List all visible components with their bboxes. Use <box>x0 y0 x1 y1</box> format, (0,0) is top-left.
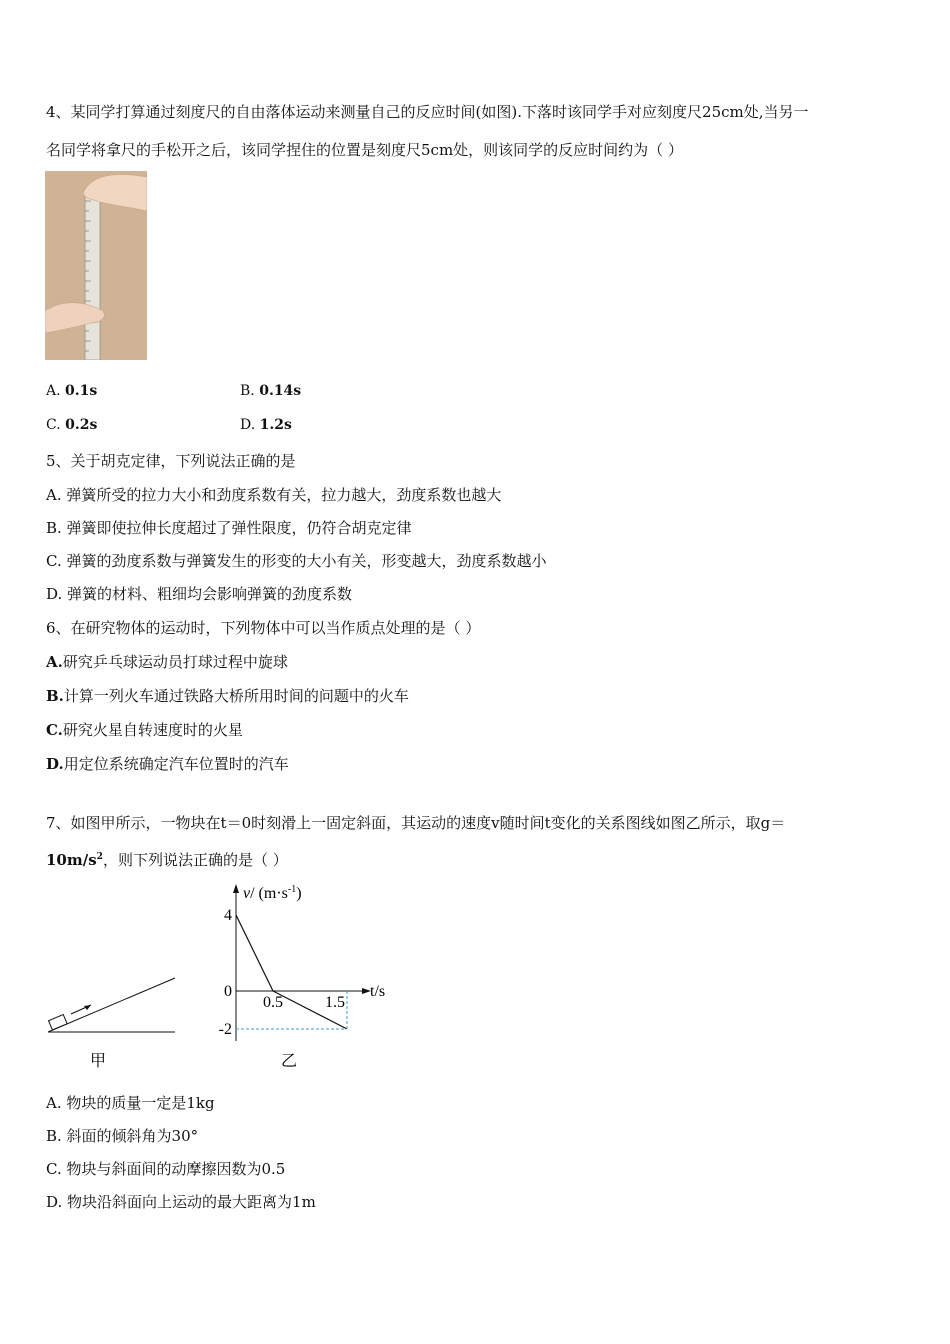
q5-option-d: D. 弹簧的材料、粗细均会影响弹簧的劲度系数 <box>46 585 353 603</box>
y-axis-arrow <box>233 884 239 893</box>
q7-option-d: D. 物块沿斜面向上运动的最大距离为1m <box>46 1193 316 1211</box>
x-tick-label: 0.5 <box>263 994 283 1011</box>
q7-option-b: B. 斜面的倾斜角为30° <box>46 1127 199 1145</box>
q5-stem: 5、关于胡克定律，下列说法正确的是 <box>46 452 296 470</box>
x-axis-label: t/s <box>370 983 386 1000</box>
q7-option-a: A. 物块的质量一定是1kg <box>46 1094 215 1112</box>
q5-option-c: C. 弹簧的劲度系数与弹簧发生的形变的大小有关，形变越大，劲度系数越小 <box>46 552 547 570</box>
q4-option-d: D. 1.2s <box>240 417 292 433</box>
y-tick-label: 4 <box>224 907 232 924</box>
q4-line2: 名同学将拿尺的手松开之后，该同学捏住的位置是刻度尺5cm处，则该同学的反应时间约为（ ） <box>46 141 683 159</box>
fig-jia-label: 甲 <box>90 1053 107 1070</box>
q4-option-a: A. 0.1s <box>46 383 98 399</box>
q6-stem: 6、在研究物体的运动时，下列物体中可以当作质点处理的是（ ） <box>46 619 481 637</box>
ruler-photo <box>45 171 147 360</box>
q7-line1: 7、如图甲所示，一物块在t＝0时刻滑上一固定斜面，其运动的速度v随时间t变化的关系图线如图乙所示，取g＝ <box>46 814 786 832</box>
incline-figure <box>45 970 180 1075</box>
series-segment <box>236 915 273 991</box>
y-tick-label: 0 <box>224 983 232 1000</box>
q6-option-d: D.用定位系统确定汽车位置时的汽车 <box>46 755 289 773</box>
q5-option-a: A. 弹簧所受的拉力大小和劲度系数有关，拉力越大，劲度系数也越大 <box>46 486 502 504</box>
y-tick-label: -2 <box>218 1021 232 1038</box>
vt-chart <box>205 878 405 1073</box>
q6-option-c: C.研究火星自转速度时的火星 <box>46 721 243 739</box>
q4-line1: 4、某同学打算通过刻度尺的自由落体运动来测量自己的反应时间(如图).下落时该同学手对应刻度尺25cm处,当另一 <box>46 103 809 121</box>
y-axis-label: v/ $(m\cdot s^{-1})$ <box>243 884 302 902</box>
x-tick-label: 1.5 <box>325 994 345 1011</box>
fig-yi-label: 乙 <box>281 1053 298 1070</box>
block <box>49 1015 68 1030</box>
q4-option-b: B. 0.14s <box>240 383 302 399</box>
q6-option-a: A.研究乒乓球运动员打球过程中旋球 <box>46 653 288 671</box>
q7-option-c: C. 物块与斜面间的动摩擦因数为0.5 <box>46 1160 286 1178</box>
q5-option-b: B. 弹簧即使拉伸长度超过了弹性限度，仍符合胡克定律 <box>46 519 412 537</box>
q6-option-b: B.计算一列火车通过铁路大桥所用时间的问题中的火车 <box>46 687 409 705</box>
q7-line2: $10m/s^2$，则下列说法正确的是（ ） <box>46 851 288 869</box>
q4-option-c: C. 0.2s <box>46 417 98 433</box>
